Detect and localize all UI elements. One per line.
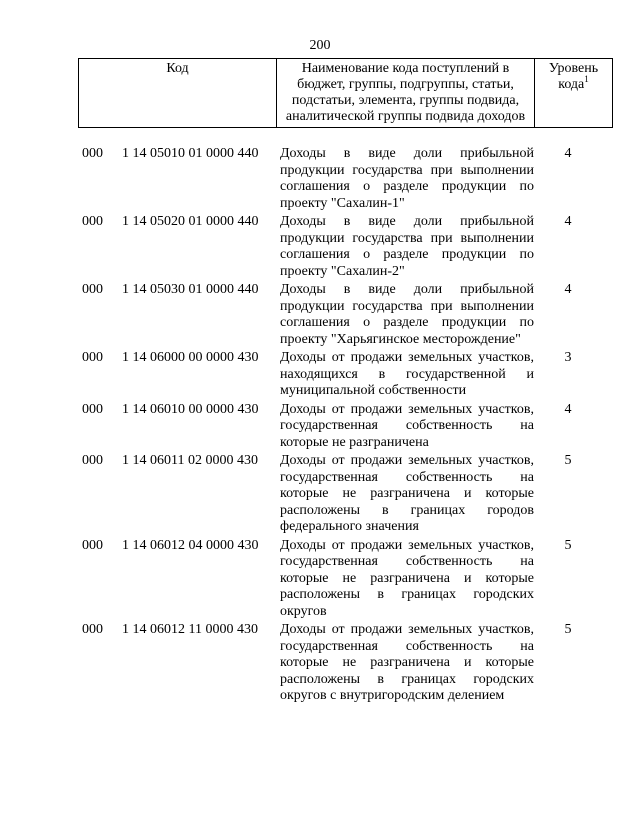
header-level-cell: [535, 59, 613, 128]
header-code-cell: [79, 59, 277, 128]
revenue-code: 1 14 05010 01 0000 440: [122, 146, 259, 161]
code-level: 5: [564, 537, 572, 553]
revenue-name: Доходы в виде доли прибыльной продукции государства при выполнении соглашения о разделе продукции по проекту "Сахалин-2": [280, 214, 534, 279]
header-name: Наименование кода поступлений в бюджет, группы, подгруппы, статьи, подстатьи, элемента, группы подвида, аналитической группы подвида доходов: [285, 61, 526, 124]
revenue-name: Доходы от продажи земельных участков, государственная собственность на которые не разграничена и которые расположены в границах городских округов с внутригородским делением: [280, 622, 534, 703]
table-row: [82, 453, 602, 536]
admin-code: 000: [82, 453, 103, 468]
revenue-code: 1 14 05030 01 0000 440: [122, 282, 259, 297]
header-code: Код: [166, 61, 189, 76]
table-row: [82, 538, 602, 621]
revenue-name: Доходы в виде доли прибыльной продукции государства при выполнении соглашения о разделе продукции по проекту "Сахалин-1": [280, 146, 534, 211]
page-number: 200: [309, 38, 331, 53]
revenue-code: 1 14 06000 00 0000 430: [122, 350, 259, 365]
revenue-code: 1 14 06012 11 0000 430: [122, 622, 258, 637]
revenue-code: 1 14 06011 02 0000 430: [122, 453, 258, 468]
admin-code: 000: [82, 401, 103, 417]
table-row: [82, 402, 602, 452]
table-row: [82, 282, 602, 348]
code-level: 4: [564, 282, 572, 297]
admin-code: 000: [82, 537, 103, 553]
header-name-cell: [277, 59, 535, 128]
code-level: 4: [564, 146, 572, 161]
admin-code: 000: [82, 350, 103, 365]
code-level: 3: [564, 350, 572, 365]
header-level: Уровень кода: [548, 61, 599, 92]
revenue-code: 1 14 05020 01 0000 440: [122, 214, 259, 229]
admin-code: 000: [82, 282, 103, 297]
table-row: [82, 622, 602, 705]
revenue-name: Доходы от продажи земельных участков, государственная собственность на которые не разграничена и которые расположены в границах городских округов: [280, 537, 534, 619]
footnote-marker: 1: [584, 74, 589, 84]
header-row: [79, 59, 613, 128]
table-body: [82, 146, 602, 707]
table-row: [82, 214, 602, 280]
admin-code: 000: [82, 146, 103, 161]
revenue-name: Доходы от продажи земельных участков, государственная собственность на которые не разграничена и которые расположены в границах городов федерального значения: [280, 453, 534, 534]
table-header: [78, 58, 613, 128]
code-level: 4: [564, 401, 572, 417]
code-level: 4: [564, 214, 572, 229]
table-row: [82, 350, 602, 400]
revenue-name: Доходы от продажи земельных участков, государственная собственность на которые не разграничена: [280, 401, 534, 450]
code-level: 5: [564, 453, 572, 468]
table-row: [82, 146, 602, 212]
revenue-code: 1 14 06012 04 0000 430: [122, 537, 259, 553]
revenue-name: Доходы от продажи земельных участков, находящихся в государственной и муниципальной собственности: [280, 350, 534, 398]
admin-code: 000: [82, 622, 103, 637]
admin-code: 000: [82, 214, 103, 229]
code-level: 5: [564, 622, 572, 637]
revenue-name: Доходы в виде доли прибыльной продукции государства при выполнении соглашения о разделе продукции по проекту "Харьягинское месторождение": [280, 282, 534, 347]
revenue-code: 1 14 06010 00 0000 430: [122, 401, 259, 417]
